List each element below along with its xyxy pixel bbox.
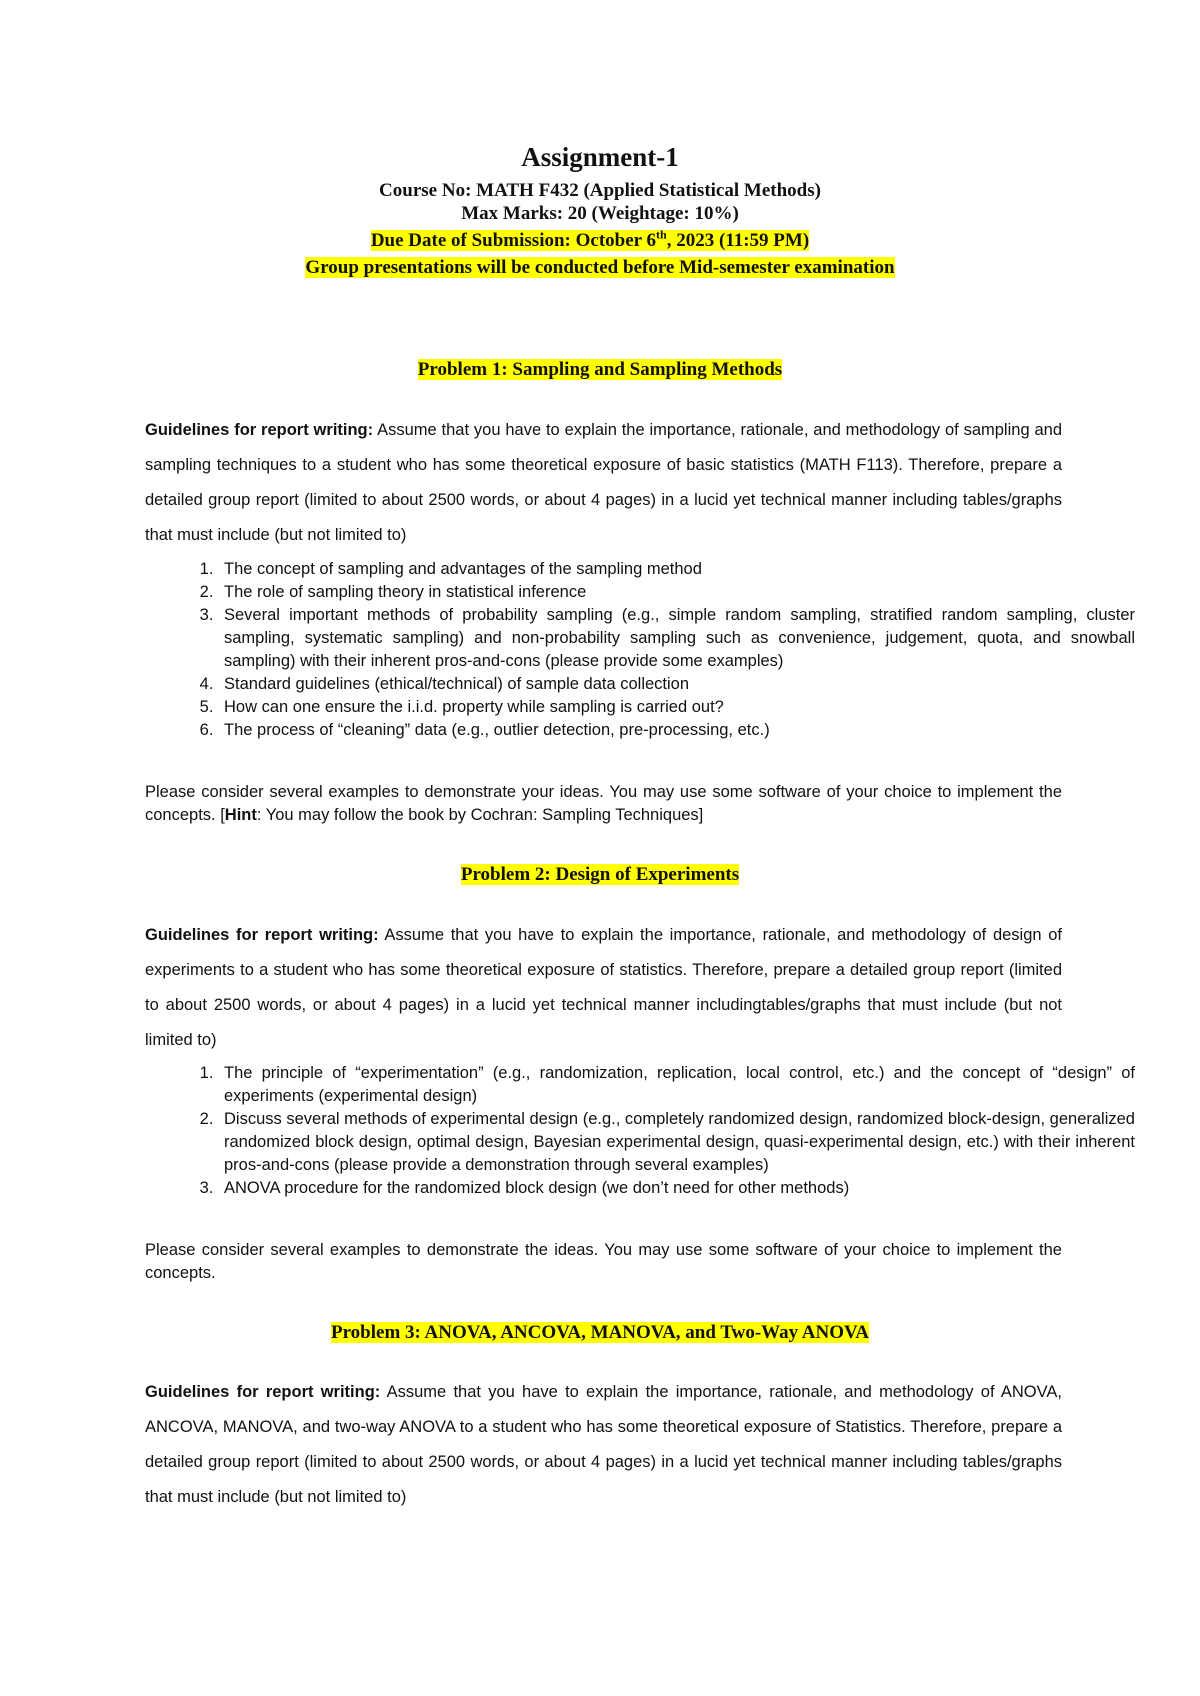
problem-2-title-text: Problem 2: Design of Experiments <box>460 864 740 885</box>
max-marks: Max Marks: 20 (Weightage: 10%) <box>461 203 739 224</box>
problem-2-title <box>0 864 1200 886</box>
list-item: 5. How can one ensure the i.i.d. property while sampling is carried out? <box>218 696 1135 719</box>
presentation-note <box>0 257 1200 279</box>
problem-3-title-text: Problem 3: ANOVA, ANCOVA, MANOVA, and Two-Way ANOVA <box>330 1322 870 1343</box>
due-date-superscript: th <box>656 228 667 242</box>
list-item: 6. The process of “cleaning” data (e.g., outlier detection, pre-processing, etc.) <box>218 719 1135 742</box>
guidelines-text: Assume that you have to explain the importance, rationale, and methodology of design of experiments to a student who has some theoretical exposure of statistics. Therefore, prepare a detailed group report (limited to about 2500 words, or about 4 pages) in a lucid yet technical manner includingtables/graphs that must include (but not limited to) <box>145 926 1063 1049</box>
due-date-prefix: Due Date of Submission: October 6 <box>370 230 657 252</box>
due-date-suffix: , 2023 (11:59 PM) <box>666 230 810 252</box>
guidelines-label: Guidelines for report writing: <box>145 926 379 944</box>
note-text: Please consider several examples to demonstrate your ideas. You may use some software of your choice to implement the concepts. [ <box>145 783 1062 824</box>
problem-1-list <box>145 558 1135 742</box>
course-number: Course No: MATH F432 (Applied Statistical Methods) <box>379 180 821 201</box>
list-item: 1. The principle of “experimentation” (e.g., randomization, replication, local control, etc.) and the concept of “design” of experiments (experimental design) <box>218 1062 1135 1108</box>
note-text-end: : You may follow the book by Cochran: Sampling Techniques] <box>256 806 704 824</box>
due-date <box>0 228 1190 252</box>
list-item: 2. The role of sampling theory in statistical inference <box>218 581 1135 604</box>
problem-1-note <box>145 781 1062 827</box>
presentation-note-text: Group presentations will be conducted before Mid-semester examination <box>305 257 895 278</box>
list-item: 3. ANOVA procedure for the randomized block design (we don’t need for other methods) <box>218 1177 1135 1200</box>
list-item: 2. Discuss several methods of experimental design (e.g., completely randomized design, randomized block-design, generalized randomized block design, optimal design, Bayesian experimental design, quasi-experimental design, etc.) with their inherent pros-and-cons (please provide a demonstration through several examples) <box>218 1108 1135 1177</box>
problem-3-guidelines <box>145 1375 1062 1515</box>
guidelines-text: Assume that you have to explain the importance, rationale, and methodology of ANOVA, ANCOVA, MANOVA, and two-way ANOVA to a student who has some theoretical exposure of Statistics. Therefore, prepare a detailed group report (limited to about 2500 words, or about 4 pages) in a lucid yet technical manner including tables/graphs that must include (but not limited to) <box>145 1383 1062 1506</box>
list-item: 3. Several important methods of probability sampling (e.g., simple random sampling, stratified random sampling, cluster sampling, systematic sampling) and non-probability sampling such as convenience, judgement, quota, and snowball sampling) with their inherent pros-and-cons (please provide some examples) <box>218 604 1135 673</box>
list-item: 1. The concept of sampling and advantages of the sampling method <box>218 558 1135 581</box>
problem-3-title <box>0 1322 1200 1344</box>
guidelines-text: Assume that you have to explain the importance, rationale, and methodology of sampling and sampling techniques to a student who has some theoretical exposure of basic statistics (MATH F113). Therefore, prepare a detailed group report (limited to about 2500 words, or about 4 pages) in a lucid yet technical manner including tables/graphs that must include (but not limited to) <box>145 421 1062 544</box>
guidelines-label: Guidelines for report writing: <box>145 1383 381 1401</box>
guidelines-label: Guidelines for report writing: <box>145 421 374 439</box>
problem-1-guidelines <box>145 413 1062 553</box>
list-item: 4. Standard guidelines (ethical/technical) of sample data collection <box>218 673 1135 696</box>
assignment-title: Assignment-1 <box>521 142 679 172</box>
problem-1-title-text: Problem 1: Sampling and Sampling Methods <box>417 359 783 380</box>
problem-2-note: Please consider several examples to demonstrate the ideas. You may use some software of your choice to implement the concepts. <box>145 1241 1062 1282</box>
problem-2-list <box>145 1062 1135 1200</box>
problem-1-title <box>0 359 1200 381</box>
hint-label: Hint <box>224 806 257 824</box>
problem-2-guidelines <box>145 918 1062 1058</box>
